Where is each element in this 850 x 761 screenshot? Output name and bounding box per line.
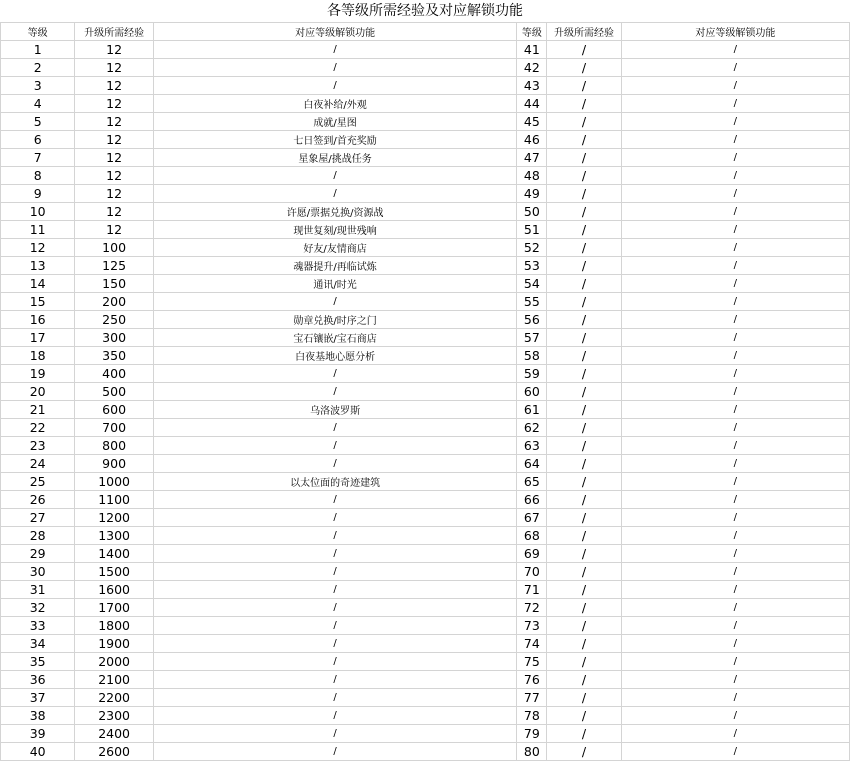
table-row — [1, 185, 850, 203]
level-cell: 12 — [1, 239, 75, 257]
table-row — [1, 419, 850, 437]
level-cell: 13 — [1, 257, 75, 275]
exp-cell: / — [547, 581, 621, 599]
feature-cell: 乌洛波罗斯 — [153, 401, 517, 419]
feature-cell: / — [621, 527, 849, 545]
level-cell: 58 — [517, 347, 547, 365]
level-cell: 38 — [1, 707, 75, 725]
exp-cell: / — [547, 113, 621, 131]
feature-cell: / — [621, 365, 849, 383]
exp-cell: 250 — [75, 311, 153, 329]
exp-cell: 12 — [75, 167, 153, 185]
exp-cell: / — [547, 473, 621, 491]
table-row — [1, 203, 850, 221]
level-cell: 19 — [1, 365, 75, 383]
exp-cell: / — [547, 725, 621, 743]
level-cell: 8 — [1, 167, 75, 185]
exp-cell: 1200 — [75, 509, 153, 527]
table-row — [1, 437, 850, 455]
feature-cell: 勋章兑换/时序之门 — [153, 311, 517, 329]
exp-cell: 150 — [75, 275, 153, 293]
feature-cell: / — [621, 185, 849, 203]
exp-cell: 700 — [75, 419, 153, 437]
exp-cell: / — [547, 509, 621, 527]
level-cell: 72 — [517, 599, 547, 617]
table-row — [1, 149, 850, 167]
table-row — [1, 311, 850, 329]
feature-cell: / — [621, 41, 849, 59]
feature-cell: / — [153, 293, 517, 311]
level-cell: 7 — [1, 149, 75, 167]
level-cell: 65 — [517, 473, 547, 491]
exp-cell: / — [547, 311, 621, 329]
feature-cell: / — [153, 509, 517, 527]
level-cell: 10 — [1, 203, 75, 221]
feature-cell: / — [621, 221, 849, 239]
feature-cell: / — [621, 131, 849, 149]
level-cell: 18 — [1, 347, 75, 365]
level-cell: 30 — [1, 563, 75, 581]
level-cell: 73 — [517, 617, 547, 635]
exp-cell: / — [547, 203, 621, 221]
feature-cell: / — [153, 671, 517, 689]
level-cell: 21 — [1, 401, 75, 419]
table-row — [1, 725, 850, 743]
exp-cell: / — [547, 257, 621, 275]
table-row — [1, 347, 850, 365]
feature-cell: / — [153, 41, 517, 59]
level-cell: 47 — [517, 149, 547, 167]
feature-cell: 通讯/时光 — [153, 275, 517, 293]
level-cell: 48 — [517, 167, 547, 185]
feature-cell: / — [621, 167, 849, 185]
exp-cell: / — [547, 743, 621, 761]
exp-cell: 1300 — [75, 527, 153, 545]
level-cell: 75 — [517, 653, 547, 671]
level-cell: 23 — [1, 437, 75, 455]
level-cell: 44 — [517, 95, 547, 113]
exp-cell: / — [547, 329, 621, 347]
exp-cell: / — [547, 41, 621, 59]
exp-cell: / — [547, 527, 621, 545]
exp-cell: 12 — [75, 131, 153, 149]
feature-cell: / — [621, 563, 849, 581]
exp-cell: 2000 — [75, 653, 153, 671]
exp-cell: / — [547, 617, 621, 635]
exp-cell: 12 — [75, 59, 153, 77]
exp-cell: / — [547, 239, 621, 257]
feature-cell: 以太位面的奇迹建筑 — [153, 473, 517, 491]
level-cell: 3 — [1, 77, 75, 95]
level-cell: 37 — [1, 689, 75, 707]
feature-cell: 星象屋/挑战任务 — [153, 149, 517, 167]
exp-cell: 12 — [75, 95, 153, 113]
exp-cell: 400 — [75, 365, 153, 383]
exp-cell: 1000 — [75, 473, 153, 491]
level-cell: 54 — [517, 275, 547, 293]
level-cell: 45 — [517, 113, 547, 131]
exp-cell: 2600 — [75, 743, 153, 761]
level-cell: 9 — [1, 185, 75, 203]
exp-cell: 12 — [75, 41, 153, 59]
feature-cell: / — [621, 599, 849, 617]
feature-cell: / — [621, 437, 849, 455]
exp-cell: 500 — [75, 383, 153, 401]
level-cell: 40 — [1, 743, 75, 761]
level-cell: 24 — [1, 455, 75, 473]
table-row — [1, 599, 850, 617]
exp-cell: 900 — [75, 455, 153, 473]
level-cell: 70 — [517, 563, 547, 581]
exp-cell: 1400 — [75, 545, 153, 563]
feature-cell: 白夜基地心愿分析 — [153, 347, 517, 365]
level-cell: 4 — [1, 95, 75, 113]
feature-cell: / — [621, 203, 849, 221]
table-row — [1, 635, 850, 653]
table-row — [1, 401, 850, 419]
feature-cell: / — [621, 581, 849, 599]
feature-cell: / — [153, 455, 517, 473]
feature-cell: / — [153, 653, 517, 671]
level-cell: 69 — [517, 545, 547, 563]
table-row — [1, 95, 850, 113]
exp-cell: 1100 — [75, 491, 153, 509]
exp-cell: / — [547, 545, 621, 563]
level-cell: 35 — [1, 653, 75, 671]
exp-cell: / — [547, 185, 621, 203]
level-cell: 53 — [517, 257, 547, 275]
exp-cell: / — [547, 365, 621, 383]
feature-cell: / — [621, 347, 849, 365]
exp-cell: 200 — [75, 293, 153, 311]
exp-cell: / — [547, 599, 621, 617]
feature-cell: / — [153, 599, 517, 617]
feature-cell: / — [153, 167, 517, 185]
exp-cell: 1700 — [75, 599, 153, 617]
exp-cell: / — [547, 149, 621, 167]
level-cell: 59 — [517, 365, 547, 383]
page-title: 各等级所需经验及对应解锁功能 — [327, 3, 523, 19]
feature-cell: / — [621, 545, 849, 563]
feature-cell: / — [621, 491, 849, 509]
header-level: 等级 — [517, 23, 547, 41]
level-cell: 57 — [517, 329, 547, 347]
exp-cell: / — [547, 167, 621, 185]
level-cell: 68 — [517, 527, 547, 545]
feature-cell: 好友/友情商店 — [153, 239, 517, 257]
level-cell: 55 — [517, 293, 547, 311]
level-cell: 63 — [517, 437, 547, 455]
exp-cell: 1800 — [75, 617, 153, 635]
feature-cell: / — [153, 563, 517, 581]
feature-cell: / — [621, 95, 849, 113]
feature-cell: / — [153, 707, 517, 725]
exp-cell: / — [547, 563, 621, 581]
level-cell: 50 — [517, 203, 547, 221]
exp-cell: 2300 — [75, 707, 153, 725]
level-cell: 46 — [517, 131, 547, 149]
table-row — [1, 293, 850, 311]
table-row — [1, 113, 850, 131]
exp-cell: / — [547, 293, 621, 311]
level-cell: 79 — [517, 725, 547, 743]
feature-cell: / — [621, 257, 849, 275]
feature-cell: / — [621, 635, 849, 653]
table-row — [1, 743, 850, 761]
feature-cell: / — [153, 689, 517, 707]
header-row — [1, 23, 850, 41]
exp-cell: / — [547, 95, 621, 113]
exp-cell: / — [547, 275, 621, 293]
exp-cell: / — [547, 437, 621, 455]
level-cell: 71 — [517, 581, 547, 599]
exp-cell: 600 — [75, 401, 153, 419]
table-row — [1, 509, 850, 527]
feature-cell: / — [621, 149, 849, 167]
feature-cell: 许愿/票据兑换/资源战 — [153, 203, 517, 221]
table-row — [1, 689, 850, 707]
header-exp: 升级所需经验 — [547, 23, 621, 41]
level-cell: 16 — [1, 311, 75, 329]
level-table — [0, 22, 850, 761]
level-cell: 56 — [517, 311, 547, 329]
level-cell: 15 — [1, 293, 75, 311]
exp-cell: / — [547, 59, 621, 77]
level-cell: 26 — [1, 491, 75, 509]
level-cell: 27 — [1, 509, 75, 527]
exp-cell: 350 — [75, 347, 153, 365]
exp-cell: / — [547, 671, 621, 689]
level-cell: 36 — [1, 671, 75, 689]
level-cell: 61 — [517, 401, 547, 419]
level-cell: 25 — [1, 473, 75, 491]
exp-cell: / — [547, 401, 621, 419]
exp-cell: / — [547, 455, 621, 473]
table-row — [1, 239, 850, 257]
feature-cell: / — [621, 401, 849, 419]
exp-cell: / — [547, 689, 621, 707]
level-cell: 49 — [517, 185, 547, 203]
level-cell: 5 — [1, 113, 75, 131]
feature-cell: 七日签到/首充奖励 — [153, 131, 517, 149]
level-cell: 39 — [1, 725, 75, 743]
level-cell: 31 — [1, 581, 75, 599]
table-row — [1, 275, 850, 293]
feature-cell: / — [621, 725, 849, 743]
level-cell: 52 — [517, 239, 547, 257]
feature-cell: / — [153, 365, 517, 383]
table-row — [1, 41, 850, 59]
exp-cell: / — [547, 77, 621, 95]
level-cell: 74 — [517, 635, 547, 653]
exp-cell: / — [547, 221, 621, 239]
level-cell: 67 — [517, 509, 547, 527]
exp-cell: / — [547, 491, 621, 509]
feature-cell: / — [153, 185, 517, 203]
feature-cell: / — [621, 473, 849, 491]
exp-cell: 300 — [75, 329, 153, 347]
level-cell: 34 — [1, 635, 75, 653]
feature-cell: / — [621, 455, 849, 473]
feature-cell: / — [153, 545, 517, 563]
table-row — [1, 617, 850, 635]
feature-cell: / — [621, 671, 849, 689]
level-cell: 11 — [1, 221, 75, 239]
feature-cell: / — [621, 617, 849, 635]
exp-cell: / — [547, 347, 621, 365]
level-cell: 20 — [1, 383, 75, 401]
feature-cell: / — [621, 113, 849, 131]
exp-cell: / — [547, 635, 621, 653]
exp-cell: 125 — [75, 257, 153, 275]
exp-cell: 12 — [75, 149, 153, 167]
level-table-body — [1, 23, 850, 761]
table-row — [1, 563, 850, 581]
exp-cell: / — [547, 131, 621, 149]
level-cell: 66 — [517, 491, 547, 509]
table-row — [1, 707, 850, 725]
table-row — [1, 329, 850, 347]
exp-cell: / — [547, 383, 621, 401]
table-row — [1, 383, 850, 401]
feature-cell: / — [153, 77, 517, 95]
feature-cell: 白夜补给/外观 — [153, 95, 517, 113]
feature-cell: / — [621, 329, 849, 347]
level-cell: 80 — [517, 743, 547, 761]
feature-cell: / — [621, 707, 849, 725]
feature-cell: / — [153, 419, 517, 437]
level-cell: 42 — [517, 59, 547, 77]
table-row — [1, 581, 850, 599]
feature-cell: / — [153, 527, 517, 545]
feature-cell: / — [621, 239, 849, 257]
feature-cell: / — [153, 383, 517, 401]
exp-cell: 800 — [75, 437, 153, 455]
exp-cell: 100 — [75, 239, 153, 257]
table-row — [1, 221, 850, 239]
header-level: 等级 — [1, 23, 75, 41]
table-row — [1, 473, 850, 491]
table-row — [1, 167, 850, 185]
feature-cell: / — [621, 59, 849, 77]
table-row — [1, 671, 850, 689]
exp-cell: 12 — [75, 77, 153, 95]
feature-cell: 成就/星图 — [153, 113, 517, 131]
header-feature: 对应等级解锁功能 — [153, 23, 517, 41]
exp-cell: / — [547, 707, 621, 725]
level-cell: 43 — [517, 77, 547, 95]
feature-cell: / — [153, 743, 517, 761]
feature-cell: / — [153, 617, 517, 635]
table-row — [1, 131, 850, 149]
feature-cell: / — [153, 437, 517, 455]
feature-cell: / — [621, 689, 849, 707]
table-row — [1, 455, 850, 473]
level-cell: 77 — [517, 689, 547, 707]
level-cell: 62 — [517, 419, 547, 437]
header-feature: 对应等级解锁功能 — [621, 23, 849, 41]
feature-cell: / — [621, 275, 849, 293]
exp-cell: 2400 — [75, 725, 153, 743]
level-cell: 29 — [1, 545, 75, 563]
level-cell: 60 — [517, 383, 547, 401]
feature-cell: / — [153, 581, 517, 599]
level-cell: 14 — [1, 275, 75, 293]
level-cell: 76 — [517, 671, 547, 689]
exp-cell: 12 — [75, 221, 153, 239]
table-row — [1, 257, 850, 275]
feature-cell: / — [621, 293, 849, 311]
feature-cell: / — [621, 653, 849, 671]
header-exp: 升级所需经验 — [75, 23, 153, 41]
table-row — [1, 491, 850, 509]
feature-cell: / — [153, 59, 517, 77]
table-row — [1, 77, 850, 95]
feature-cell: / — [621, 311, 849, 329]
feature-cell: / — [153, 635, 517, 653]
feature-cell: / — [621, 509, 849, 527]
exp-cell: 12 — [75, 185, 153, 203]
level-cell: 51 — [517, 221, 547, 239]
level-cell: 17 — [1, 329, 75, 347]
level-cell: 32 — [1, 599, 75, 617]
feature-cell: / — [621, 419, 849, 437]
feature-cell: / — [621, 77, 849, 95]
feature-cell: 宝石镶嵌/宝石商店 — [153, 329, 517, 347]
table-row — [1, 545, 850, 563]
table-row — [1, 527, 850, 545]
feature-cell: / — [621, 383, 849, 401]
table-row — [1, 365, 850, 383]
exp-cell: 1600 — [75, 581, 153, 599]
exp-cell: 12 — [75, 203, 153, 221]
exp-cell: 1500 — [75, 563, 153, 581]
level-cell: 22 — [1, 419, 75, 437]
feature-cell: / — [153, 725, 517, 743]
level-cell: 1 — [1, 41, 75, 59]
level-cell: 28 — [1, 527, 75, 545]
exp-cell: 2200 — [75, 689, 153, 707]
level-cell: 78 — [517, 707, 547, 725]
exp-cell: 12 — [75, 113, 153, 131]
feature-cell: 现世复刻/现世残响 — [153, 221, 517, 239]
feature-cell: 魂器提升/再临试炼 — [153, 257, 517, 275]
level-cell: 2 — [1, 59, 75, 77]
feature-cell: / — [153, 491, 517, 509]
exp-cell: / — [547, 419, 621, 437]
table-row — [1, 59, 850, 77]
feature-cell: / — [621, 743, 849, 761]
level-cell: 41 — [517, 41, 547, 59]
level-cell: 64 — [517, 455, 547, 473]
level-cell: 33 — [1, 617, 75, 635]
exp-cell: / — [547, 653, 621, 671]
exp-cell: 2100 — [75, 671, 153, 689]
table-row — [1, 653, 850, 671]
level-cell: 6 — [1, 131, 75, 149]
exp-cell: 1900 — [75, 635, 153, 653]
